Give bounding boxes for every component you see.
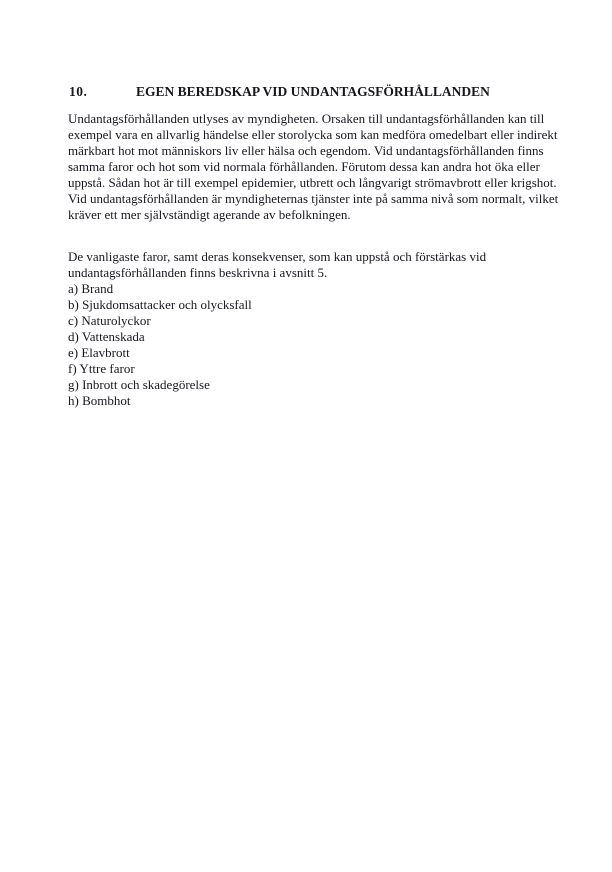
hazard-list-item: b) Sjukdomsattacker och olycksfall bbox=[68, 297, 252, 312]
hazard-list-item: d) Vattenskada bbox=[68, 329, 145, 344]
intro-paragraph bbox=[68, 111, 559, 223]
section-title: EGEN BEREDSKAP VID UNDANTAGSFÖRHÅLLANDEN bbox=[136, 84, 490, 99]
paragraph-line: samma faror och hot som vid normala förhållanden. Förutom dessa kan andra hot öka eller bbox=[68, 159, 540, 174]
paragraph-line: exempel vara en allvarlig händelse eller storolycka som kan medföra omedelbart eller indirekt bbox=[68, 127, 558, 142]
paragraph-line: Vid undantagsförhållanden är myndigheternas tjänster inte på samma nivå som normalt, vilket bbox=[68, 191, 559, 206]
section-number: 10. bbox=[69, 84, 88, 99]
hazard-list-item: f) Yttre faror bbox=[68, 361, 135, 376]
paragraph-line: kräver ett mer självständigt agerande av befolkningen. bbox=[68, 207, 351, 222]
paragraph-line: märkbart hot mot människors liv eller hälsa och egendom. Vid undantagsförhållanden finns bbox=[68, 143, 544, 158]
hazard-list bbox=[68, 281, 548, 409]
hazard-list-item: e) Elavbrott bbox=[68, 345, 130, 360]
hazard-list-item: a) Brand bbox=[68, 281, 114, 296]
paragraph-line: uppstå. Sådan hot är till exempel epidemier, utbrett och långvarigt strömavbrott eller krigshot. bbox=[68, 175, 557, 190]
hazard-list-item: g) Inbrott och skadegörelse bbox=[68, 377, 210, 392]
paragraph-line: undantagsförhållanden finns beskrivna i avsnitt 5. bbox=[68, 265, 328, 280]
section-heading bbox=[69, 84, 544, 100]
paragraph-line: De vanligaste faror, samt deras konsekvenser, som kan uppstå och förstärkas vid bbox=[68, 249, 487, 264]
hazard-list-item: h) Bombhot bbox=[68, 393, 131, 408]
paragraph-line: Undantagsförhållanden utlyses av myndigheten. Orsaken till undantagsförhållanden kan till bbox=[68, 111, 545, 126]
hazards-intro-paragraph bbox=[68, 249, 548, 281]
hazard-list-item: c) Naturolyckor bbox=[68, 313, 151, 328]
